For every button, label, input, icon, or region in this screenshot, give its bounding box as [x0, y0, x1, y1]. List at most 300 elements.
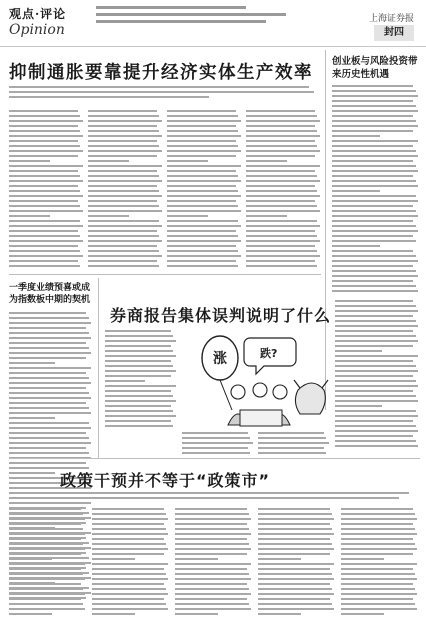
text-line	[182, 437, 250, 439]
text-line	[332, 195, 416, 197]
text-line	[92, 548, 168, 550]
text-line	[332, 100, 413, 102]
text-line	[332, 85, 413, 87]
text-line	[258, 523, 330, 525]
text-line	[167, 115, 238, 117]
text-line	[175, 538, 247, 540]
text-line	[175, 598, 247, 600]
text-line	[332, 230, 418, 232]
text-line	[9, 548, 85, 550]
text-line	[246, 235, 317, 237]
text-line	[9, 125, 78, 127]
paper-name: 上海证券报	[368, 14, 414, 24]
issue-info-line	[96, 6, 246, 9]
text-line	[88, 175, 159, 177]
text-line	[335, 410, 416, 412]
text-line	[9, 140, 78, 142]
text-line	[335, 405, 382, 407]
text-line	[332, 290, 418, 292]
text-line	[246, 110, 315, 112]
text-line	[246, 220, 317, 222]
text-line	[258, 573, 332, 575]
text-line	[335, 380, 416, 382]
text-line	[88, 240, 162, 242]
text-line	[246, 200, 315, 202]
text-line	[167, 145, 238, 147]
text-line	[258, 593, 334, 595]
text-line	[105, 375, 171, 377]
text-line	[88, 165, 162, 167]
text-line	[258, 432, 324, 434]
text-line	[9, 417, 55, 419]
text-line	[9, 225, 83, 227]
text-line	[9, 120, 83, 122]
text-line	[9, 155, 78, 157]
text-line	[332, 215, 418, 217]
text-line	[9, 427, 91, 429]
text-line	[9, 543, 83, 545]
text-line	[341, 533, 417, 535]
text-line	[332, 225, 416, 227]
text-line	[246, 155, 315, 157]
text-line	[105, 385, 176, 387]
cartoon-illustration	[180, 330, 330, 430]
text-line	[341, 548, 417, 550]
text-line	[332, 175, 413, 177]
text-line	[88, 180, 162, 182]
text-line	[246, 195, 320, 197]
text-line	[9, 593, 85, 595]
text-line	[88, 215, 129, 217]
text-line	[246, 120, 320, 122]
text-line	[332, 95, 418, 97]
text-line	[175, 603, 249, 605]
bottom-article-col-2	[92, 508, 170, 618]
text-line	[9, 150, 83, 152]
text-line	[335, 420, 413, 422]
text-line	[246, 175, 317, 177]
text-line	[246, 165, 320, 167]
text-line	[258, 533, 334, 535]
text-line	[175, 583, 247, 585]
text-line	[332, 140, 418, 142]
text-line	[9, 352, 91, 354]
text-line	[167, 220, 238, 222]
text-line	[341, 608, 417, 610]
text-line	[182, 452, 250, 454]
text-line	[167, 130, 238, 132]
text-line	[341, 613, 384, 615]
text-line	[182, 442, 253, 444]
text-line	[167, 200, 236, 202]
text-line	[167, 150, 241, 152]
text-line	[258, 543, 332, 545]
text-line	[9, 528, 83, 530]
text-line	[175, 523, 247, 525]
text-line	[246, 215, 287, 217]
text-line	[341, 593, 417, 595]
text-line	[175, 513, 249, 515]
text-line	[9, 502, 91, 504]
text-line	[341, 528, 415, 530]
text-line	[92, 518, 168, 520]
text-line	[258, 518, 334, 520]
text-line	[335, 395, 416, 397]
text-line	[246, 245, 315, 247]
text-line	[9, 230, 78, 232]
text-line	[9, 327, 86, 329]
text-line	[9, 185, 78, 187]
text-line	[332, 260, 418, 262]
text-line	[88, 185, 157, 187]
text-line	[9, 342, 86, 344]
text-line	[9, 367, 91, 369]
text-line	[335, 440, 416, 442]
text-line	[9, 170, 78, 172]
text-line	[9, 387, 86, 389]
text-line	[92, 613, 135, 615]
text-line	[246, 240, 320, 242]
left-column-headline: 一季度业绩预喜或成为指数板中期的契机	[9, 283, 91, 305]
text-line	[258, 558, 301, 560]
text-line	[175, 588, 249, 590]
text-line	[9, 130, 80, 132]
text-line	[332, 90, 416, 92]
text-line	[335, 445, 418, 447]
text-line	[335, 360, 413, 362]
text-line	[88, 120, 162, 122]
text-line	[105, 415, 176, 417]
text-line	[246, 180, 320, 182]
text-line	[167, 195, 241, 197]
text-line	[9, 165, 83, 167]
text-line	[88, 205, 159, 207]
text-line	[258, 513, 332, 515]
text-line	[258, 598, 330, 600]
text-line	[332, 210, 416, 212]
text-line	[332, 255, 416, 257]
text-line	[246, 190, 317, 192]
text-line	[335, 370, 418, 372]
text-line	[341, 508, 413, 510]
text-line	[88, 130, 159, 132]
text-line	[258, 583, 330, 585]
text-line	[341, 603, 415, 605]
text-line	[258, 578, 334, 580]
main-article-col-1	[9, 110, 84, 270]
text-line	[246, 265, 317, 267]
text-line	[258, 538, 330, 540]
text-line	[332, 250, 413, 252]
text-line	[88, 160, 129, 162]
text-line	[9, 195, 83, 197]
text-line	[9, 332, 89, 334]
text-line	[175, 533, 251, 535]
text-line	[167, 175, 238, 177]
text-line	[182, 432, 248, 434]
text-line	[105, 370, 176, 372]
text-line	[246, 140, 315, 142]
text-line	[175, 563, 251, 565]
section-divider	[9, 274, 321, 275]
text-line	[9, 472, 55, 474]
bottom-section-divider	[9, 458, 420, 459]
text-line	[105, 335, 173, 337]
text-line	[258, 608, 334, 610]
text-line	[167, 135, 241, 137]
text-line	[92, 563, 168, 565]
text-line	[332, 130, 413, 132]
text-line	[246, 150, 320, 152]
text-line	[167, 180, 241, 182]
text-line	[105, 420, 171, 422]
text-line	[9, 240, 83, 242]
text-line	[9, 563, 85, 565]
text-line	[92, 538, 164, 540]
text-line	[341, 523, 413, 525]
text-line	[175, 558, 218, 560]
text-line	[167, 165, 241, 167]
text-line	[88, 155, 157, 157]
text-line	[88, 265, 159, 267]
main-article-col-3	[167, 110, 242, 270]
text-line	[9, 372, 86, 374]
text-line	[332, 115, 413, 117]
text-line	[182, 447, 248, 449]
text-line	[167, 225, 241, 227]
text-line	[9, 513, 83, 515]
text-line	[9, 317, 89, 319]
text-line	[167, 255, 241, 257]
text-line	[335, 390, 413, 392]
balloon-text: 涨	[213, 351, 227, 367]
text-line	[88, 230, 157, 232]
bottom-article-col-3	[175, 508, 253, 618]
text-line	[9, 397, 91, 399]
text-line	[332, 125, 418, 127]
text-line	[246, 185, 315, 187]
text-line	[9, 322, 91, 324]
text-line	[92, 508, 164, 510]
text-line	[9, 347, 89, 349]
contact-info-line	[96, 20, 266, 23]
right-column-body	[332, 85, 420, 295]
center-headline: 券商报告集体误判说明了什么	[110, 306, 332, 325]
text-line	[105, 395, 173, 397]
text-line	[175, 548, 251, 550]
text-line	[341, 543, 415, 545]
text-line	[332, 135, 380, 137]
text-line	[9, 357, 86, 359]
column-label-en: Opinion	[9, 22, 65, 38]
right-column-headline: 创业板与风险投资带来历史性机遇	[332, 56, 418, 80]
text-line	[92, 543, 166, 545]
text-line	[341, 583, 413, 585]
text-line	[9, 377, 89, 379]
text-line	[9, 255, 83, 257]
text-line	[258, 548, 334, 550]
text-line	[88, 170, 157, 172]
text-line	[92, 598, 164, 600]
text-line	[335, 435, 413, 437]
text-line	[92, 533, 168, 535]
text-line	[88, 250, 159, 252]
text-line	[332, 165, 416, 167]
text-line	[9, 437, 89, 439]
text-line	[258, 528, 332, 530]
text-line	[335, 375, 413, 377]
center-article-col-1	[105, 330, 177, 430]
text-line	[9, 200, 78, 202]
text-line	[258, 563, 334, 565]
text-line	[9, 613, 52, 615]
text-line	[9, 452, 89, 454]
text-line	[332, 160, 413, 162]
text-line	[332, 245, 380, 247]
text-line	[341, 598, 413, 600]
text-line	[167, 170, 236, 172]
text-line	[9, 573, 83, 575]
text-line	[335, 305, 416, 307]
text-line	[258, 508, 330, 510]
text-line	[92, 568, 164, 570]
text-line	[88, 190, 159, 192]
text-line	[167, 155, 236, 157]
text-line	[9, 265, 80, 267]
text-line	[105, 425, 173, 427]
text-line	[9, 442, 91, 444]
text-line	[175, 568, 247, 570]
text-line	[332, 120, 416, 122]
text-line	[341, 518, 417, 520]
text-line	[9, 245, 78, 247]
text-line	[258, 588, 332, 590]
main-article-col-2	[88, 110, 163, 270]
text-line	[9, 518, 85, 520]
text-line	[341, 568, 413, 570]
text-line	[167, 110, 236, 112]
text-line	[258, 452, 326, 454]
text-line	[167, 245, 236, 247]
text-line	[335, 300, 413, 302]
text-line	[88, 195, 162, 197]
text-line	[258, 553, 330, 555]
text-line	[341, 538, 413, 540]
text-line	[332, 105, 416, 107]
text-line	[332, 200, 418, 202]
text-line	[88, 235, 159, 237]
text-line	[9, 603, 83, 605]
text-line	[335, 320, 416, 322]
text-line	[9, 135, 83, 137]
text-line	[258, 437, 326, 439]
text-line	[9, 235, 80, 237]
text-line	[167, 205, 238, 207]
text-line	[9, 160, 50, 162]
text-line	[335, 345, 413, 347]
text-line	[167, 250, 238, 252]
text-line	[88, 220, 159, 222]
editor-info-line	[96, 13, 286, 16]
text-line	[246, 135, 320, 137]
text-line	[88, 245, 157, 247]
text-line	[88, 210, 162, 212]
text-line	[9, 145, 80, 147]
text-line	[88, 225, 162, 227]
text-line	[9, 583, 81, 585]
text-line	[9, 382, 91, 384]
text-line	[335, 425, 416, 427]
text-line	[167, 240, 241, 242]
text-line	[92, 578, 168, 580]
text-line	[92, 608, 168, 610]
text-line	[246, 130, 317, 132]
text-line	[92, 528, 166, 530]
text-line	[258, 603, 332, 605]
text-line	[335, 430, 418, 432]
text-line	[9, 110, 78, 112]
text-line	[332, 280, 413, 282]
text-line	[332, 180, 416, 182]
text-line	[167, 260, 236, 262]
text-line	[105, 380, 145, 382]
text-line	[105, 340, 176, 342]
text-line	[335, 315, 413, 317]
text-line	[92, 603, 166, 605]
text-line	[332, 150, 416, 152]
left-column-divider	[98, 278, 99, 458]
text-line	[335, 335, 416, 337]
text-line	[92, 583, 164, 585]
text-line	[9, 362, 55, 364]
center-article-col-2	[182, 432, 254, 457]
text-line	[258, 568, 330, 570]
text-line	[9, 553, 81, 555]
text-line	[246, 160, 287, 162]
text-line	[335, 340, 418, 342]
text-line	[175, 593, 251, 595]
text-line	[246, 145, 317, 147]
text-line	[332, 285, 416, 287]
text-line	[92, 553, 164, 555]
text-line	[9, 558, 52, 560]
text-line	[167, 185, 236, 187]
text-line	[341, 588, 415, 590]
text-line	[9, 312, 86, 314]
text-line	[88, 125, 157, 127]
text-line	[258, 442, 329, 444]
text-line	[105, 345, 171, 347]
text-line	[332, 270, 416, 272]
right-lower-body	[335, 300, 420, 450]
text-line	[332, 170, 418, 172]
text-line	[335, 310, 418, 312]
center-article-col-3	[258, 432, 330, 457]
text-line	[9, 210, 83, 212]
text-line	[246, 230, 315, 232]
text-line	[335, 400, 418, 402]
text-line	[341, 558, 384, 560]
text-line	[167, 140, 236, 142]
text-line	[9, 215, 50, 217]
text-line	[105, 410, 173, 412]
text-line	[88, 200, 157, 202]
text-line	[9, 432, 86, 434]
text-line	[92, 573, 166, 575]
text-line	[175, 608, 251, 610]
bottom-article-col-5	[341, 508, 419, 618]
text-line	[9, 392, 89, 394]
